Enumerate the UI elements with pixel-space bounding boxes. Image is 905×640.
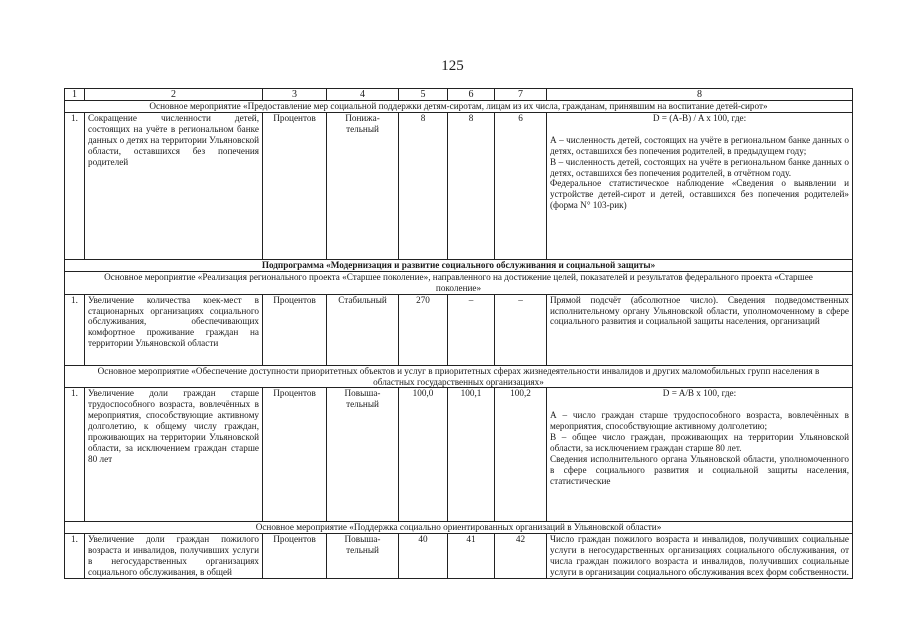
- indicator-name: Сокращение численности детей, состоящих на учёте в региональном банке данных о детях на территории Ульяновской области, оставшихся без попечения родителей: [85, 112, 263, 259]
- method-line: Число граждан пожилого возраста и инвалидов, получивших социальные услуги в негосударственных организациях социального обслуживания, от числа граждан пожилого возраста и инвалидов, получивших социальные услуги в организации социального обслуживания всех форм собственности.: [550, 534, 849, 578]
- header-cell: 4: [327, 89, 399, 101]
- unit-cell: Процентов: [263, 112, 327, 259]
- value-cell: 8: [399, 112, 448, 259]
- section-title: Основное мероприятие «Поддержка социально ориентированных организаций в Ульяновской области»: [65, 522, 853, 534]
- subprogram-row: [65, 259, 853, 271]
- method-cell: [547, 112, 853, 259]
- formula: D = (A-B) / A x 100, где:: [652, 112, 747, 123]
- method-line: Федеральное статистическое наблюдение «Сведения о выявлении и устройстве детей-сирот и детей, оставшихся без попечения родителей» (форма N° 103-рик): [550, 178, 849, 211]
- method-line: А – число граждан старше трудоспособного возраста, вовлечённых в мероприятия, способствующие активному долголетию;: [550, 410, 849, 432]
- unit-cell: Процентов: [263, 388, 327, 522]
- formula: D = A/B x 100, где:: [662, 388, 737, 399]
- header-cell: 7: [495, 89, 547, 101]
- method-line: Сведения исполнительного органа Ульяновской области, уполномоченного в сфере социального развития и социальной защиты населения, статистические: [550, 453, 849, 486]
- row-number: 1.: [65, 294, 85, 365]
- value-cell: 100,2: [495, 388, 547, 522]
- value-cell: –: [495, 294, 547, 365]
- method-line: Прямой подсчёт (абсолютное число). Сведения подведомственных исполнительному органу Ульяновской области, уполномоченному в сфере социального развития и социальной защиты населения, организаций: [550, 294, 849, 327]
- value-cell: 42: [495, 534, 547, 579]
- value-cell: 6: [495, 112, 547, 259]
- section-row: [65, 271, 853, 294]
- indicator-name: Увеличение доли граждан пожилого возраста и инвалидов, получивших услуги в негосударственных организациях социального обслуживания, в общей: [85, 534, 263, 579]
- trend-cell: Стабильный: [327, 294, 399, 365]
- table-row: [65, 534, 853, 579]
- method-line: А – численность детей, состоящих на учёте в региональном банке данных о детях, оставшихся без попечения родителей, в предыдущем году;: [550, 134, 849, 156]
- section-row: [65, 365, 853, 388]
- section-row: [65, 101, 853, 113]
- row-number: 1.: [65, 534, 85, 579]
- subprogram-title: Подпрограмма «Модернизация и развитие социального обслуживания и социальной защиты»: [65, 259, 853, 271]
- method-cell: [547, 534, 853, 579]
- method-cell: [547, 388, 853, 522]
- section-title: Основное мероприятие «Реализация регионального проекта «Старшее поколение», направленного на достижение целей, показателей и результатов федерального проекта «Старшее поколение»: [65, 271, 853, 294]
- header-cell: 8: [547, 89, 853, 101]
- indicator-name: Увеличение доли граждан старше трудоспособного возраста, вовлечённых в мероприятия, способствующие активному долголетию, к общему числу граждан, проживающих на территории Ульяновской области, за исключением граждан старше 80 лет: [85, 388, 263, 522]
- value-cell: –: [448, 294, 495, 365]
- page-number: 125: [441, 58, 464, 74]
- header-cell: 3: [263, 89, 327, 101]
- header-cell: 2: [85, 89, 263, 101]
- method-cell: [547, 294, 853, 365]
- header-cell: 1: [65, 89, 85, 101]
- value-cell: 100,0: [399, 388, 448, 522]
- unit-cell: Процентов: [263, 294, 327, 365]
- indicator-name: Увеличение количества коек-мест в стационарных организациях социального обслуживания, обеспечивающих комфортное проживание граждан на территории Ульяновской области: [85, 294, 263, 365]
- value-cell: 40: [399, 534, 448, 579]
- method-line: В – общее число граждан, проживающих на территории Ульяновской области, за исключением граждан старше 80 лет.: [550, 432, 849, 454]
- table-row: [65, 388, 853, 522]
- trend-cell: Повыша-тельный: [327, 388, 399, 522]
- indicators-table: [64, 88, 853, 579]
- section-title: Основное мероприятие «Обеспечение доступности приоритетных объектов и услуг в приоритетных сферах жизнедеятельности инвалидов и других маломобильных групп населения в областных государственных организациях»: [65, 365, 853, 388]
- section-title: Основное мероприятие «Предоставление мер социальной поддержки детям-сиротам, лицам из их числа, гражданам, принявшим на воспитание детей-сирот»: [65, 101, 853, 113]
- section-row: [65, 522, 853, 534]
- value-cell: 270: [399, 294, 448, 365]
- table-row: [65, 294, 853, 365]
- trend-cell: Понижа-тельный: [327, 112, 399, 259]
- table-row: [65, 112, 853, 259]
- method-line: В – численность детей, состоящих на учёте в региональном банке данных о детях, оставшихся без попечения родителей, в отчётном году.: [550, 156, 849, 178]
- header-cell: 5: [399, 89, 448, 101]
- value-cell: 41: [448, 534, 495, 579]
- trend-cell: Повыша-тельный: [327, 534, 399, 579]
- value-cell: 8: [448, 112, 495, 259]
- row-number: 1.: [65, 112, 85, 259]
- row-number: 1.: [65, 388, 85, 522]
- header-row: [65, 89, 853, 101]
- value-cell: 100,1: [448, 388, 495, 522]
- header-cell: 6: [448, 89, 495, 101]
- unit-cell: Процентов: [263, 534, 327, 579]
